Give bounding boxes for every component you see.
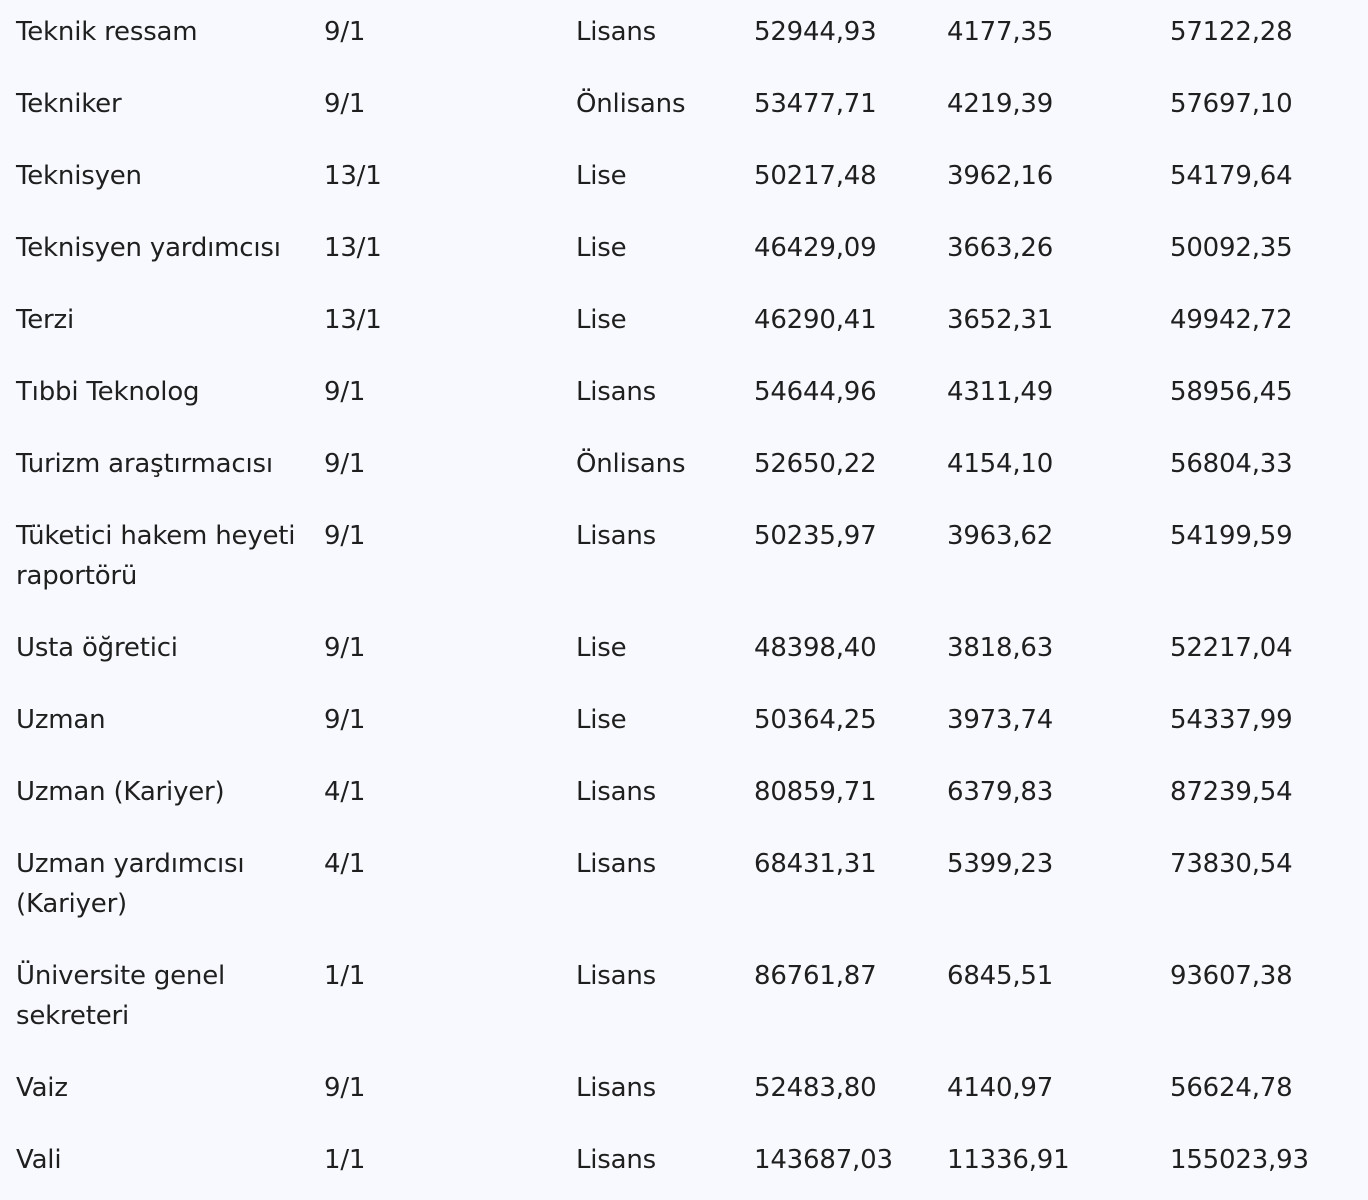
job-title: Teknisyen	[16, 161, 142, 191]
extra-amount: 4219,39	[947, 89, 1054, 119]
education-level: Lisans	[576, 1073, 657, 1103]
total-amount: 57697,10	[1170, 89, 1293, 119]
education-level: Lise	[576, 161, 627, 191]
total-amount: 54199,59	[1170, 521, 1293, 551]
degree-level: 9/1	[324, 1073, 366, 1103]
table-row	[0, 288, 1368, 360]
degree-level: 4/1	[324, 849, 366, 879]
extra-amount: 3652,31	[947, 305, 1054, 335]
base-amount: 46290,41	[754, 305, 877, 335]
degree-level: 9/1	[324, 521, 366, 551]
base-amount: 52483,80	[754, 1073, 877, 1103]
education-level: Lisans	[576, 1145, 657, 1175]
extra-amount: 4311,49	[947, 377, 1054, 407]
education-level: Lisans	[576, 17, 657, 47]
job-title: Usta öğretici	[16, 633, 178, 663]
table-row	[0, 360, 1368, 432]
table-row	[0, 688, 1368, 760]
table-row	[0, 504, 1368, 616]
table-row	[0, 144, 1368, 216]
base-amount: 86761,87	[754, 961, 877, 991]
education-level: Lise	[576, 305, 627, 335]
table-row	[0, 432, 1368, 504]
base-amount: 54644,96	[754, 377, 877, 407]
job-title: Vaiz	[16, 1073, 68, 1103]
total-amount: 54179,64	[1170, 161, 1293, 191]
education-level: Lise	[576, 705, 627, 735]
degree-level: 1/1	[324, 961, 366, 991]
base-amount: 50364,25	[754, 705, 877, 735]
table-row	[0, 0, 1368, 72]
degree-level: 13/1	[324, 161, 382, 191]
total-amount: 93607,38	[1170, 961, 1293, 991]
education-level: Lisans	[576, 777, 657, 807]
extra-amount: 4177,35	[947, 17, 1054, 47]
degree-level: 13/1	[324, 305, 382, 335]
degree-level: 13/1	[324, 233, 382, 263]
extra-amount: 5399,23	[947, 849, 1054, 879]
job-title: Tıbbi Teknolog	[16, 377, 200, 407]
degree-level: 4/1	[324, 777, 366, 807]
total-amount: 56624,78	[1170, 1073, 1293, 1103]
job-title: Uzman (Kariyer)	[16, 777, 225, 807]
education-level: Lisans	[576, 521, 657, 551]
extra-amount: 3973,74	[947, 705, 1054, 735]
base-amount: 46429,09	[754, 233, 877, 263]
job-title: Uzman yardımcısı (Kariyer)	[16, 849, 245, 919]
extra-amount: 4154,10	[947, 449, 1054, 479]
base-amount: 52944,93	[754, 17, 877, 47]
extra-amount: 11336,91	[947, 1145, 1070, 1175]
base-amount: 68431,31	[754, 849, 877, 879]
table-row	[0, 832, 1368, 944]
total-amount: 49942,72	[1170, 305, 1293, 335]
base-amount: 80859,71	[754, 777, 877, 807]
job-title: Teknik ressam	[16, 17, 198, 47]
total-amount: 155023,93	[1170, 1145, 1309, 1175]
education-level: Lise	[576, 233, 627, 263]
extra-amount: 4140,97	[947, 1073, 1054, 1103]
job-title: Tüketici hakem heyeti raportörü	[16, 521, 296, 591]
base-amount: 143687,03	[754, 1145, 893, 1175]
extra-amount: 3663,26	[947, 233, 1054, 263]
total-amount: 58956,45	[1170, 377, 1293, 407]
base-amount: 50217,48	[754, 161, 877, 191]
degree-level: 9/1	[324, 449, 366, 479]
degree-level: 1/1	[324, 1145, 366, 1175]
job-title: Üniversite genel sekreteri	[16, 961, 226, 1031]
job-title: Vali	[16, 1145, 62, 1175]
education-level: Önlisans	[576, 449, 686, 479]
extra-amount: 3962,16	[947, 161, 1054, 191]
base-amount: 52650,22	[754, 449, 877, 479]
total-amount: 57122,28	[1170, 17, 1293, 47]
table-row	[0, 944, 1368, 1056]
table-row	[0, 216, 1368, 288]
education-level: Lise	[576, 633, 627, 663]
degree-level: 9/1	[324, 377, 366, 407]
extra-amount: 6379,83	[947, 777, 1054, 807]
total-amount: 50092,35	[1170, 233, 1293, 263]
degree-level: 9/1	[324, 633, 366, 663]
table-row	[0, 72, 1368, 144]
total-amount: 52217,04	[1170, 633, 1293, 663]
total-amount: 56804,33	[1170, 449, 1293, 479]
base-amount: 48398,40	[754, 633, 877, 663]
extra-amount: 3818,63	[947, 633, 1054, 663]
education-level: Lisans	[576, 377, 657, 407]
job-title: Teknisyen yardımcısı	[16, 233, 281, 263]
table-row	[0, 616, 1368, 688]
job-title: Terzi	[16, 305, 75, 335]
base-amount: 53477,71	[754, 89, 877, 119]
degree-level: 9/1	[324, 17, 366, 47]
degree-level: 9/1	[324, 705, 366, 735]
total-amount: 73830,54	[1170, 849, 1293, 879]
extra-amount: 6845,51	[947, 961, 1054, 991]
education-level: Lisans	[576, 849, 657, 879]
job-title: Turizm araştırmacısı	[16, 449, 273, 479]
table-row	[0, 1128, 1368, 1200]
education-level: Önlisans	[576, 89, 686, 119]
job-title: Tekniker	[16, 89, 122, 119]
base-amount: 50235,97	[754, 521, 877, 551]
job-title: Uzman	[16, 705, 106, 735]
table-row	[0, 760, 1368, 832]
extra-amount: 3963,62	[947, 521, 1054, 551]
table-row	[0, 1056, 1368, 1128]
total-amount: 54337,99	[1170, 705, 1293, 735]
education-level: Lisans	[576, 961, 657, 991]
degree-level: 9/1	[324, 89, 366, 119]
total-amount: 87239,54	[1170, 777, 1293, 807]
